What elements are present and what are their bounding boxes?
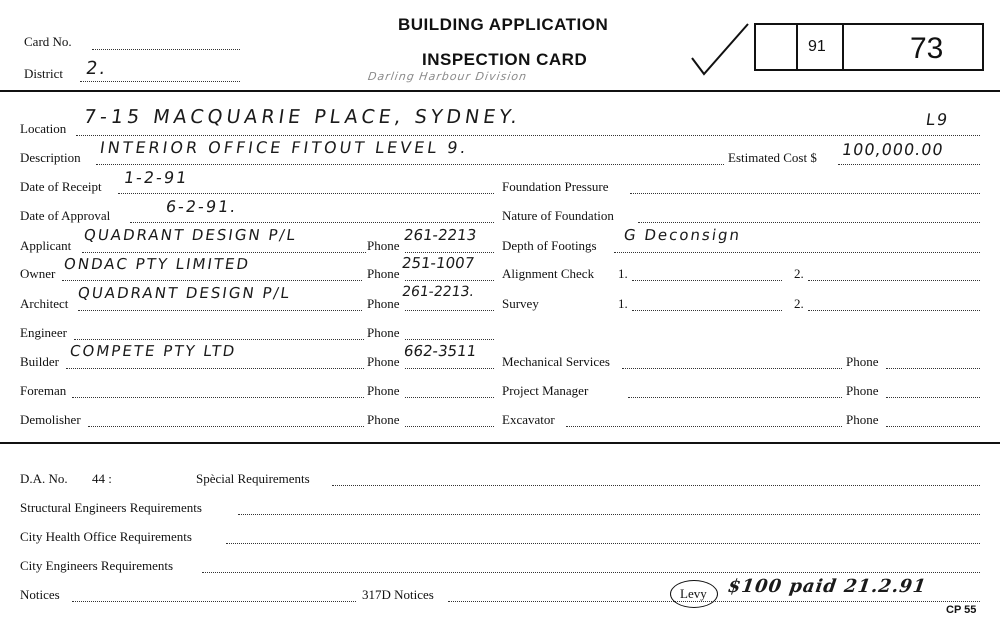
description-value: INTERIOR OFFICE FITOUT LEVEL 9. xyxy=(98,138,470,157)
approval-label: Date of Approval xyxy=(20,208,111,223)
mechanical-label: Mechanical Services xyxy=(502,354,610,369)
foreman-phone-label: Phone xyxy=(367,383,400,398)
engineer-label: Engineer xyxy=(20,325,67,340)
demolisher-label: Demolisher xyxy=(20,412,81,427)
box-small-number: 91 xyxy=(808,38,826,55)
demolisher-phone-label: Phone xyxy=(367,412,400,427)
da-value: 44 : xyxy=(92,471,112,486)
foreman-dots xyxy=(72,397,364,398)
survey-label: Survey xyxy=(502,296,539,311)
architect-phone-dots xyxy=(405,310,494,311)
description-label: Description xyxy=(20,150,81,165)
box-large-number: 73 xyxy=(910,32,944,65)
health-dots xyxy=(226,543,980,544)
builder-dots xyxy=(66,368,364,369)
approval-dots xyxy=(130,222,494,223)
nature-dots xyxy=(638,222,980,223)
structural-dots xyxy=(238,514,980,515)
estimated-cost-dots xyxy=(838,164,980,165)
builder-phone: 662-3511 xyxy=(402,342,478,360)
box-divider-2 xyxy=(842,23,844,71)
project-manager-label: Project Manager xyxy=(502,383,589,398)
notices-317d-label: 317D Notices xyxy=(362,587,434,602)
survey-num1: 1. xyxy=(618,296,628,311)
alignment-dots-1 xyxy=(632,280,782,281)
demolisher-dots xyxy=(88,426,364,427)
location-label: Location xyxy=(20,121,67,136)
special-requirements-label: Spècial Requirements xyxy=(196,471,310,486)
mechanical-phone-dots xyxy=(886,368,980,369)
mechanical-dots xyxy=(622,368,842,369)
engineer-phone-dots xyxy=(405,339,494,340)
structural-label: Structural Engineers Requirements xyxy=(20,500,202,515)
location-value: 7-15 MACQUARIE PLACE, SYDNEY. xyxy=(82,106,523,128)
district-dots xyxy=(80,81,240,82)
section-rule xyxy=(0,442,1000,444)
alignment-label: Alignment Check xyxy=(502,266,595,281)
architect-phone-label: Phone xyxy=(367,296,400,311)
survey-dots-1 xyxy=(632,310,782,311)
faint-handwritten-note: Darling Harbour Division xyxy=(367,70,529,83)
depth-dots xyxy=(614,252,980,253)
architect-phone: 261-2213. xyxy=(400,284,475,300)
project-manager-dots xyxy=(628,397,842,398)
description-dots xyxy=(96,164,724,165)
title-line2: INSPECTION CARD xyxy=(422,50,588,69)
location-suffix: L9 xyxy=(924,110,951,129)
excavator-dots xyxy=(566,426,842,427)
applicant-phone-dots xyxy=(405,252,494,253)
title-line1: BUILDING APPLICATION xyxy=(398,15,609,34)
engineer-dots xyxy=(74,339,364,340)
builder-label: Builder xyxy=(20,354,59,369)
levy-label: Levy xyxy=(680,586,707,601)
approval-value: 6-2-91. xyxy=(164,197,239,216)
owner-phone-dots xyxy=(405,280,494,281)
box-divider-1 xyxy=(796,23,798,71)
form-code: CP 55 xyxy=(946,604,977,616)
card-no-label: Card No. xyxy=(24,34,72,49)
builder-phone-label: Phone xyxy=(367,354,400,369)
architect-value: QUADRANT DESIGN P/L xyxy=(76,284,293,302)
applicant-phone-label: Phone xyxy=(367,238,400,253)
alignment-num2: 2. xyxy=(794,266,804,281)
survey-dots-2 xyxy=(808,310,980,311)
applicant-value: QUADRANT DESIGN P/L xyxy=(82,226,299,244)
foundation-pressure-label: Foundation Pressure xyxy=(502,179,609,194)
receipt-value: 1-2-91 xyxy=(122,168,190,187)
owner-label: Owner xyxy=(20,266,56,281)
receipt-dots xyxy=(118,193,494,194)
estimated-cost-label: Estimated Cost $ xyxy=(728,150,817,165)
owner-dots xyxy=(62,280,362,281)
da-label: D.A. No. xyxy=(20,471,68,486)
depth-value: G Deconsign xyxy=(622,226,743,244)
checkmark-icon xyxy=(690,22,752,78)
header-rule xyxy=(0,90,1000,92)
excavator-label: Excavator xyxy=(502,412,555,427)
excavator-phone-label: Phone xyxy=(846,412,879,427)
applicant-label: Applicant xyxy=(20,238,72,253)
foundation-pressure-dots xyxy=(630,193,980,194)
owner-phone-label: Phone xyxy=(367,266,400,281)
engineer-phone-label: Phone xyxy=(367,325,400,340)
foreman-phone-dots xyxy=(405,397,494,398)
applicant-dots xyxy=(82,252,366,253)
builder-value: COMPETE PTY LTD xyxy=(68,342,238,360)
receipt-label: Date of Receipt xyxy=(20,179,102,194)
mechanical-phone-label: Phone xyxy=(846,354,879,369)
levy-note: $100 paid 21.2.91 xyxy=(726,576,928,597)
city-engineers-dots xyxy=(202,572,980,573)
builder-phone-dots xyxy=(405,368,494,369)
owner-phone: 251-1007 xyxy=(400,254,476,272)
demolisher-phone-dots xyxy=(405,426,494,427)
depth-label: Depth of Footings xyxy=(502,238,597,253)
architect-dots xyxy=(78,310,362,311)
estimated-cost-value: 100,000.00 xyxy=(840,140,945,159)
district-label: District xyxy=(24,66,63,81)
project-manager-phone-label: Phone xyxy=(846,383,879,398)
alignment-dots-2 xyxy=(808,280,980,281)
district-value: 2. xyxy=(84,58,109,79)
foreman-label: Foreman xyxy=(20,383,67,398)
notices-label: Notices xyxy=(20,587,60,602)
excavator-phone-dots xyxy=(886,426,980,427)
applicant-phone: 261-2213 xyxy=(402,226,478,244)
notices-dots xyxy=(72,601,356,602)
card-no-dots xyxy=(92,49,240,50)
city-engineers-label: City Engineers Requirements xyxy=(20,558,174,573)
architect-label: Architect xyxy=(20,296,69,311)
alignment-num1: 1. xyxy=(618,266,628,281)
card-number-box xyxy=(754,23,984,71)
nature-label: Nature of Foundation xyxy=(502,208,614,223)
survey-num2: 2. xyxy=(794,296,804,311)
project-manager-phone-dots xyxy=(886,397,980,398)
location-dots xyxy=(76,135,980,136)
owner-value: ONDAC PTY LIMITED xyxy=(62,255,252,273)
health-label: City Health Office Requirements xyxy=(20,529,192,544)
special-requirements-dots xyxy=(332,485,980,486)
